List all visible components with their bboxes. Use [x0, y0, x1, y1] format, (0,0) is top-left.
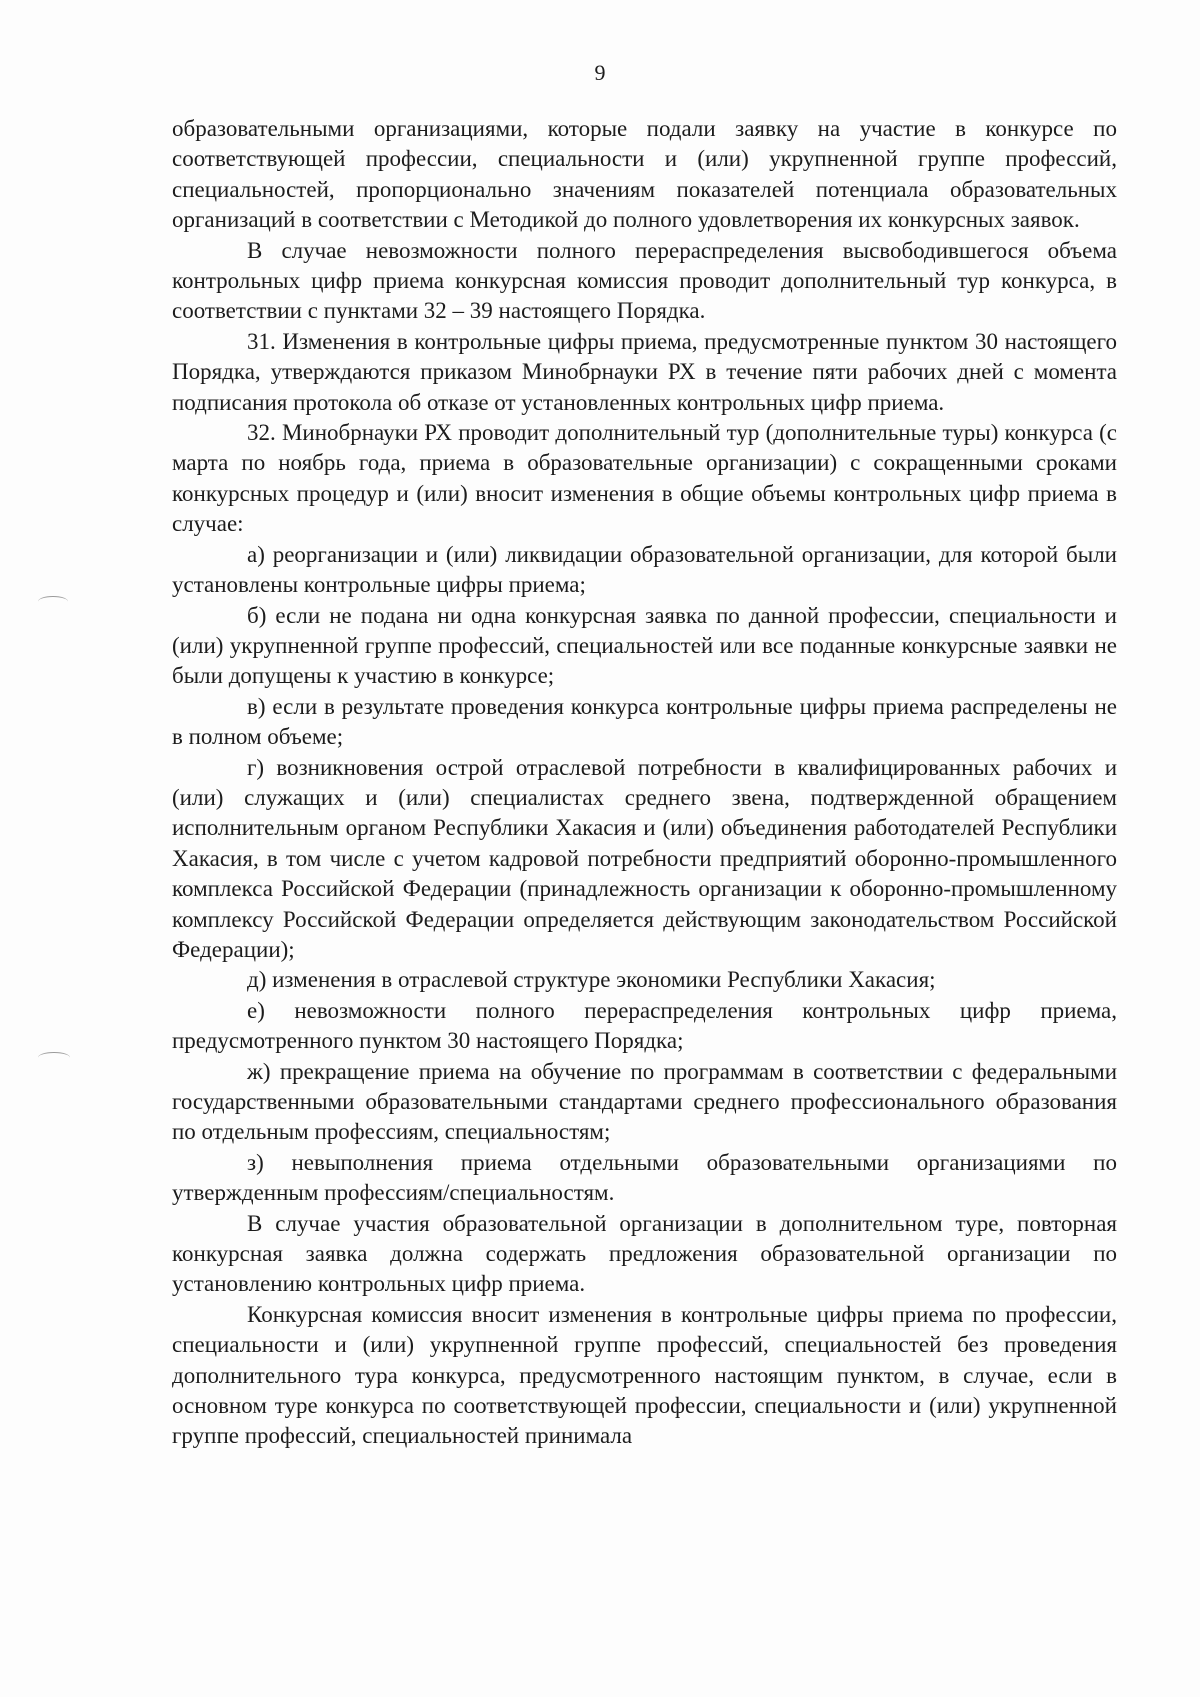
paragraph-subitem-z: з) невыполнения приема отдельными образовательными организациями по утвержденным профессиям/специальностям.: [172, 1149, 1117, 1206]
paragraph-additional-round: В случае участия образовательной организации в дополнительном туре, повторная конкурсная заявка должна содержать предложения образовательной организации по установлению контрольных цифр приема.: [172, 1210, 1117, 1297]
scan-artifact-mark: [38, 596, 68, 607]
paragraph-commission-changes: Конкурсная комиссия вносит изменения в контрольные цифры приема по профессии, специальности и (или) укрупненной группе профессий, специальностей без проведения дополнительного тура конкурса, предусмотренного настоящим пунктом, в случае, если в основном туре конкурса по соответствующей профессии, специальности и (или) укрупненной группе профессий, специальностей принимала: [172, 1301, 1117, 1449]
paragraph-continuation: образовательными организациями, которые подали заявку на участие в конкурсе по соответствующей профессии, специальности и (или) укрупненной группе профессий, специальностей, пропорционально значениям показателей потенциала образовательных организаций в соответствии с Методикой до полного удовлетворения их конкурсных заявок.: [172, 116, 1117, 233]
paragraph-subitem-b: б) если не подана ни одна конкурсная заявка по данной профессии, специальности и (или) укрупненной группе профессий, специальностей или все поданные конкурсные заявки не были допущены к участию в конкурсе;: [172, 602, 1117, 689]
scan-artifact-mark: [38, 1052, 70, 1063]
paragraph-subitem-e: е) невозможности полного перераспределения контрольных цифр приема, предусмотренного пунктом 30 настоящего Порядка;: [172, 997, 1117, 1054]
paragraph-subitem-d: д) изменения в отраслевой структуре экономики Республики Хакасия;: [247, 967, 936, 993]
paragraph-subitem-v: в) если в результате проведения конкурса контрольные цифры приема распределены не в полном объеме;: [172, 693, 1117, 750]
paragraph-subitem-a: а) реорганизации и (или) ликвидации образовательной организации, для которой были установлены контрольные цифры приема;: [172, 541, 1117, 598]
paragraph-subitem-g: г) возникновения острой отраслевой потребности в квалифицированных рабочих и (или) служащих и (или) специалистах среднего звена, подтвержденной обращением исполнительным органом Республики Хакасия и (или) объединения работодателей Республики Хакасия, в том числе с учетом кадровой потребности предприятий оборонно-промышленного комплекса Российской Федерации (принадлежность организации к оборонно-промышленному комплексу Российской Федерации определяется действующим законодательством Российской Федерации);: [172, 754, 1117, 962]
paragraph-item-31: 31. Изменения в контрольные цифры приема, предусмотренные пунктом 30 настоящего Порядка, утверждаются приказом Минобрнауки РХ в течение пяти рабочих дней с момента подписания протокола об отказе от установленных контрольных цифр приема.: [172, 328, 1117, 415]
document-body: [172, 114, 1117, 1452]
page-number: 9: [594, 60, 606, 85]
paragraph-redistribution: В случае невозможности полного перераспределения высвободившегося объема контрольных цифр приема конкурсная комиссия проводит дополнительный тур конкурса, в соответствии с пунктами 32 – 39 настоящего Порядка.: [172, 237, 1117, 324]
paragraph-subitem-zh: ж) прекращение приема на обучение по программам в соответствии с федеральными государственными образовательными стандартами среднего профессионального образования по отдельным профессиям, специальностям;: [172, 1058, 1117, 1145]
paragraph-item-32: 32. Минобрнауки РХ проводит дополнительный тур (дополнительные туры) конкурса (с марта по ноябрь года, приема в образовательные организации) с сокращенными сроками конкурсных процедур и (или) вносит изменения в общие объемы контрольных цифр приема в случае:: [172, 420, 1117, 537]
